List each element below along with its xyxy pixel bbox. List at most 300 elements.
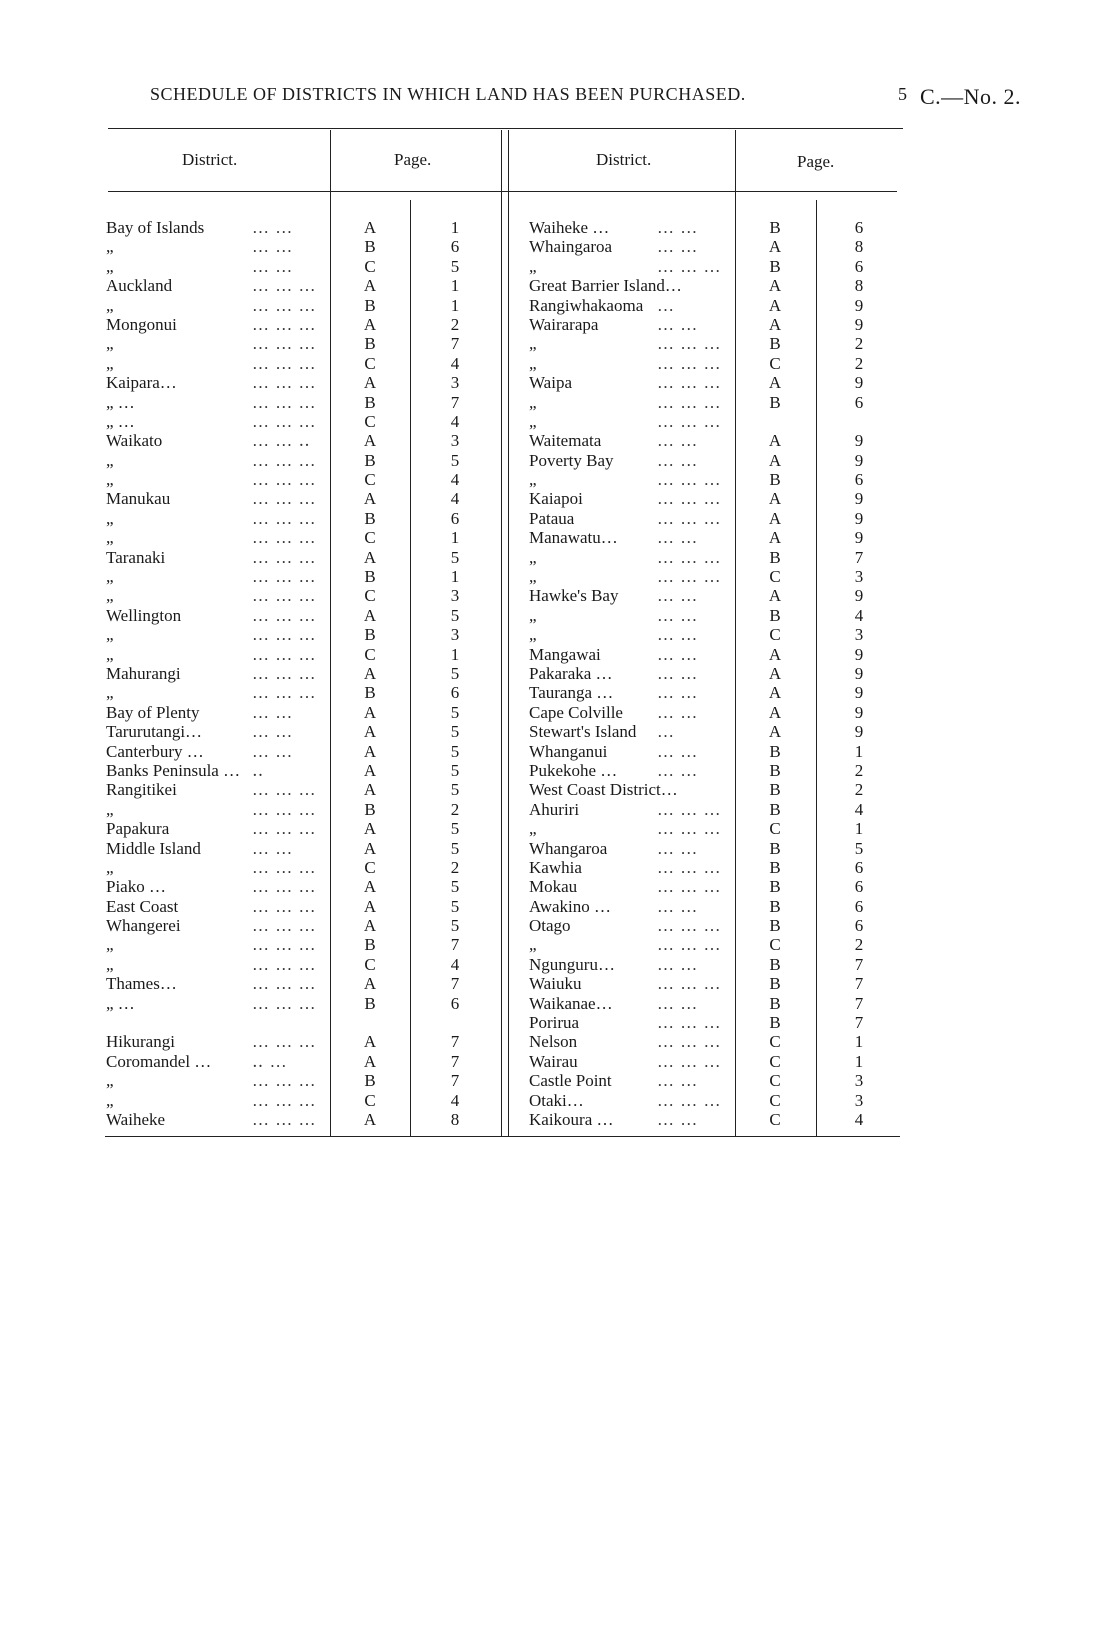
page-series-letter: C (769, 1090, 781, 1110)
page-series-letter: A (363, 760, 377, 780)
district-name: Pataua (529, 508, 575, 528)
page-number-cell: 3 (450, 586, 460, 606)
district-name: Waipa (529, 373, 572, 393)
page-series-letter: C (769, 1071, 781, 1091)
page-series-letter: B (769, 799, 781, 819)
page-number-cell: 1 (450, 528, 460, 548)
table-row (106, 897, 496, 916)
district-name: „ (106, 237, 114, 257)
district-name: Castle Point (529, 1071, 612, 1091)
district-name: Waiuku (529, 974, 582, 994)
district-name: „ (529, 935, 537, 955)
district-name: „ (106, 256, 114, 276)
page-series-letter: B (769, 218, 781, 237)
page-series-letter: C (364, 586, 376, 606)
page-series-letter: B (364, 1071, 376, 1091)
leader-dots: … … … (657, 974, 722, 994)
district-name: Bay of Islands (106, 218, 205, 237)
page-series-letter: C (364, 353, 376, 373)
page-series-letter: B (364, 392, 376, 412)
district-name: „ (106, 470, 114, 490)
leader-dots: … … … (657, 1013, 722, 1033)
district-name: Waiheke (106, 1109, 166, 1129)
page-series-letter: C (769, 625, 781, 645)
page-number-cell: 9 (854, 508, 864, 528)
page-number-cell: 1 (450, 218, 460, 237)
table-row (529, 373, 889, 392)
table-row (106, 935, 496, 954)
district-name: Bay of Plenty (106, 702, 200, 722)
page-number-cell: 3 (854, 625, 864, 645)
leader-dots: … … … (252, 1109, 317, 1129)
district-name: Pakaraka … (529, 663, 613, 683)
page-series-letter: C (364, 954, 376, 974)
district-name: „ … (106, 411, 135, 431)
table-row (529, 296, 889, 315)
district-name: Pukekohe … (529, 760, 618, 780)
center-rule-b (508, 130, 509, 1136)
district-name: Kaikoura … (529, 1109, 614, 1129)
page-number-cell: 9 (854, 373, 864, 393)
district-name: „ (106, 1090, 114, 1110)
page-series-letter: C (769, 935, 781, 955)
page-number-cell: 1 (450, 567, 460, 587)
page-series-letter: B (364, 237, 376, 257)
page-series-letter: B (769, 954, 781, 974)
district-name: „ (529, 470, 537, 490)
table-row (106, 470, 496, 489)
page-number-cell: 4 (854, 799, 864, 819)
page-number-cell: 9 (854, 431, 864, 451)
district-name: Wairarapa (529, 314, 599, 334)
leader-dots: … … … (252, 799, 317, 819)
leader-dots: … … … (657, 547, 722, 567)
page-number-cell: 5 (450, 450, 460, 470)
district-name: „ (106, 625, 114, 645)
leader-dots: … … (252, 722, 294, 742)
district-name: Whaingaroa (529, 237, 613, 257)
page-series-letter: B (769, 857, 781, 877)
table-row (529, 625, 889, 644)
page-number-cell: 5 (450, 780, 460, 800)
leader-dots: … … (657, 450, 699, 470)
district-name: Wairau (529, 1051, 578, 1071)
page-series-letter: A (768, 489, 782, 509)
district-name: Waikato (106, 431, 163, 451)
district-name: „ (529, 411, 537, 431)
district-name: „ (529, 567, 537, 587)
leader-dots: … … (657, 528, 699, 548)
district-name: Tarurutangi… (106, 722, 203, 742)
district-name: „ … (106, 392, 135, 412)
page-series-letter: A (363, 373, 377, 393)
table-row (529, 1052, 889, 1071)
leader-dots: … … (657, 218, 699, 237)
table-row (529, 276, 889, 295)
table-row (529, 354, 889, 373)
leader-dots: … … (657, 683, 699, 703)
district-name: Tauranga … (529, 683, 614, 703)
table-row (529, 955, 889, 974)
page-series-letter: C (769, 567, 781, 587)
district-name: „ (106, 1071, 114, 1091)
leader-dots: … … … (657, 508, 722, 528)
leader-dots: … … (657, 954, 699, 974)
leader-dots: … … … (252, 877, 317, 897)
leader-dots: … … … (657, 567, 722, 587)
leader-dots: … … (657, 431, 699, 451)
table-row (106, 567, 496, 586)
district-name: Cape Colville (529, 702, 623, 722)
leader-dots: … … … (252, 547, 317, 567)
page-series-letter: B (364, 799, 376, 819)
table-row (106, 1091, 496, 1110)
district-name: Great Barrier Island… (529, 276, 682, 296)
district-name: Rangiwhakaoma (529, 295, 644, 315)
leader-dots: … … (657, 314, 699, 334)
page-series-letter: C (364, 528, 376, 548)
leader-dots: … … … (252, 295, 317, 315)
district-name: Rangitikei (106, 780, 177, 800)
district-name: Waikanae… (529, 993, 613, 1013)
page-number-cell: 7 (450, 935, 460, 955)
leader-dots: … … … (657, 256, 722, 276)
table-row (529, 393, 889, 412)
table-row (529, 548, 889, 567)
right-district-header: District. (596, 150, 652, 169)
page-number-cell: 9 (854, 314, 864, 334)
left-district-header: District. (182, 150, 238, 169)
table-row (529, 218, 889, 237)
table-row (106, 373, 496, 392)
page-header (150, 84, 1050, 114)
table-row (529, 1110, 889, 1129)
page-number-cell: 2 (854, 353, 864, 373)
leader-dots: … … (657, 741, 699, 761)
page-number-cell: 5 (450, 702, 460, 722)
page-number-cell: 8 (854, 237, 864, 257)
table-row (529, 1091, 889, 1110)
table-row (529, 858, 889, 877)
page-number-cell: 5 (450, 256, 460, 276)
table-row (529, 897, 889, 916)
page-number-cell: 2 (854, 780, 864, 800)
table-row (106, 334, 496, 353)
page-series-letter: A (363, 722, 377, 742)
table-row (529, 839, 889, 858)
page-series-letter: A (768, 450, 782, 470)
top-rule (108, 128, 903, 129)
page-series-letter: B (364, 993, 376, 1013)
page-number-cell: 4 (450, 411, 460, 431)
district-name: Awakino … (529, 896, 612, 916)
district-name: „ (106, 450, 114, 470)
leader-dots: … … … (252, 625, 317, 645)
page-series-letter: B (769, 974, 781, 994)
district-name: „ (106, 508, 114, 528)
page-number: 5 (898, 84, 908, 104)
page-series-letter: A (363, 819, 377, 839)
page-number-cell: 5 (450, 916, 460, 936)
leader-dots: … … … (252, 353, 317, 373)
table-row (106, 315, 496, 334)
page-number-cell: 6 (854, 916, 864, 936)
page-series-letter: B (769, 334, 781, 354)
district-name: Banks Peninsula … (106, 760, 241, 780)
page-series-letter: B (769, 547, 781, 567)
district-name: „ (106, 567, 114, 587)
page-number-cell: 6 (854, 877, 864, 897)
leader-dots: … … (657, 1071, 699, 1091)
page-number-cell: 9 (854, 722, 864, 742)
page-number-cell: 1 (450, 295, 460, 315)
page-series-letter: C (364, 411, 376, 431)
table-row (106, 877, 496, 896)
leader-dots: … … (252, 218, 294, 237)
left-page-header: Page. (394, 150, 432, 169)
district-name: Ngunguru… (529, 954, 615, 974)
page-series-letter: A (768, 508, 782, 528)
page-series-letter: B (364, 935, 376, 955)
page-number-cell: 7 (450, 1071, 460, 1091)
district-name: Coromandel … (106, 1051, 212, 1071)
page-number-cell: 2 (450, 857, 460, 877)
leader-dots: … … … (657, 334, 722, 354)
leader-dots: … … … (252, 683, 317, 703)
table-row (106, 276, 496, 295)
page-series-letter: A (363, 276, 377, 296)
page-series-letter: B (769, 993, 781, 1013)
series-reference: C.—No. 2. (920, 84, 1022, 109)
table-row (106, 916, 496, 935)
page-series-letter: A (768, 586, 782, 606)
page-series-letter: C (364, 1090, 376, 1110)
leader-dots: … … (657, 644, 699, 664)
table-row (106, 703, 496, 722)
page-series-letter: A (363, 896, 377, 916)
page-series-letter: A (363, 1051, 377, 1071)
leader-dots: … … … (252, 954, 317, 974)
district-name: Mahurangi (106, 663, 181, 683)
table-row (106, 548, 496, 567)
table-row (106, 1071, 496, 1090)
leader-dots: … … … (252, 411, 317, 431)
district-name: Porirua (529, 1013, 580, 1033)
table-row (529, 334, 889, 353)
page-number-cell: 9 (854, 644, 864, 664)
district-name: Kaiapoi (529, 489, 583, 509)
district-name: Papakura (106, 819, 170, 839)
page-series-letter: C (364, 256, 376, 276)
leader-dots: … … … (657, 857, 722, 877)
district-name: „ (529, 605, 537, 625)
page-number-cell: 2 (854, 760, 864, 780)
table-row (106, 237, 496, 256)
leader-dots: … … (657, 625, 699, 645)
leader-dots: … … (252, 256, 294, 276)
page-series-letter: A (363, 489, 377, 509)
page-number-cell: 6 (450, 508, 460, 528)
leader-dots: … … … (657, 799, 722, 819)
page-number-cell: 7 (854, 954, 864, 974)
table-row (529, 877, 889, 896)
page-number-cell: 1 (854, 819, 864, 839)
table-row (106, 586, 496, 605)
right-district-list (529, 218, 889, 1129)
table-row (529, 489, 889, 508)
page-series-letter: B (769, 392, 781, 412)
page-number-cell: 5 (854, 838, 864, 858)
table-row (529, 451, 889, 470)
page-series-letter: A (768, 702, 782, 722)
leader-dots: … … (657, 586, 699, 606)
district-name: Mongonui (106, 314, 177, 334)
page-series-letter: C (769, 819, 781, 839)
leader-dots: ‥ … (252, 1051, 288, 1071)
leader-dots: … … … (657, 819, 722, 839)
district-name: „ (106, 857, 114, 877)
leader-dots: … … … (657, 916, 722, 936)
district-name: „ (529, 819, 537, 839)
table-row (529, 528, 889, 547)
page-series-letter: A (768, 644, 782, 664)
page-number-cell: 9 (854, 528, 864, 548)
page-number-cell: 6 (450, 683, 460, 703)
district-name: Whangaroa (529, 838, 608, 858)
page-series-letter: A (768, 431, 782, 451)
page-series-letter: C (364, 857, 376, 877)
district-name: Manawatu… (529, 528, 618, 548)
table-row (106, 780, 496, 799)
table-row (106, 994, 496, 1013)
page-number-cell: 9 (854, 295, 864, 315)
district-name: Otago (529, 916, 571, 936)
district-name: „ (106, 586, 114, 606)
leader-dots: … … … (252, 450, 317, 470)
leader-dots: … … … (252, 663, 317, 683)
page-number-cell: 6 (854, 392, 864, 412)
leader-dots: … … … (657, 411, 722, 431)
page-number-cell: 8 (450, 1109, 460, 1129)
leader-dots: … … … (657, 373, 722, 393)
page-series-letter: A (363, 741, 377, 761)
district-name: „ (106, 935, 114, 955)
page-series-letter: B (769, 1013, 781, 1033)
district-name: East Coast (106, 896, 179, 916)
leader-dots: … … (657, 702, 699, 722)
table-row (529, 431, 889, 450)
leader-dots: … … (657, 237, 699, 257)
page-series-letter: B (769, 916, 781, 936)
page-number-cell: 9 (854, 450, 864, 470)
leader-dots: … … … (252, 644, 317, 664)
table-row (106, 1110, 496, 1129)
page-series-letter: B (769, 741, 781, 761)
page-number-cell: 4 (450, 1090, 460, 1110)
page-series-letter: A (363, 1032, 377, 1052)
page-series-letter: A (768, 722, 782, 742)
page-number-cell: 5 (450, 605, 460, 625)
leader-dots: … … (252, 237, 294, 257)
page-series-letter: B (364, 567, 376, 587)
leader-dots: … … … (657, 489, 722, 509)
page-number-cell: 7 (854, 547, 864, 567)
table-row (106, 1013, 496, 1032)
page-number-cell: 7 (450, 1051, 460, 1071)
page-number-cell: 6 (854, 857, 864, 877)
leader-dots: … … … (252, 489, 317, 509)
table-row (529, 994, 889, 1013)
district-name: Auckland (106, 276, 173, 296)
leader-dots: … … … (252, 392, 317, 412)
leader-dots: … … (657, 605, 699, 625)
page-series-letter: B (769, 838, 781, 858)
table-row (106, 509, 496, 528)
page-series-letter: A (768, 295, 782, 315)
district-name: „ … (106, 993, 135, 1013)
leader-dots: … … (252, 838, 294, 858)
district-name: „ (106, 683, 114, 703)
district-name: Wellington (106, 605, 182, 625)
district-name: Whanganui (529, 741, 608, 761)
table-row (529, 315, 889, 334)
page-number-cell: 5 (450, 722, 460, 742)
table-row (529, 664, 889, 683)
district-name: Taranaki (106, 547, 166, 567)
page-series-letter: A (363, 916, 377, 936)
table-row (106, 218, 496, 237)
page-series-letter: C (364, 470, 376, 490)
page-number-cell: 1 (854, 1032, 864, 1052)
leader-dots: … … (657, 838, 699, 858)
page-number-cell: 4 (450, 489, 460, 509)
district-name: Kawhia (529, 857, 582, 877)
district-name: „ (529, 547, 537, 567)
leader-dots: … … (252, 741, 294, 761)
page-number-cell: 8 (854, 276, 864, 296)
center-rule-a (501, 130, 502, 1136)
table-row (106, 354, 496, 373)
page-number-cell: 3 (854, 567, 864, 587)
leader-dots: … … … (252, 993, 317, 1013)
leader-dots: … … … (657, 392, 722, 412)
page-number-cell: 9 (854, 586, 864, 606)
page-series-letter: B (364, 683, 376, 703)
page-series-letter: B (769, 896, 781, 916)
leader-dots: … (657, 295, 675, 315)
page-series-letter: C (769, 1032, 781, 1052)
leader-dots: … … (252, 702, 294, 722)
district-name: Mangawai (529, 644, 601, 664)
table-row (106, 412, 496, 431)
table-row (106, 645, 496, 664)
header-rule (108, 191, 897, 192)
leader-dots: … … … (252, 314, 317, 334)
district-name: Poverty Bay (529, 450, 614, 470)
table-row (529, 586, 889, 605)
leader-dots: … … … (252, 528, 317, 548)
page-number-cell: 9 (854, 663, 864, 683)
page-number-cell: 6 (854, 896, 864, 916)
page-number-cell: 1 (450, 276, 460, 296)
leader-dots: … … … (252, 567, 317, 587)
table-row (529, 645, 889, 664)
leader-dots: … … (657, 993, 699, 1013)
table-row (106, 722, 496, 741)
page-number-cell: 6 (854, 256, 864, 276)
page-series-letter: A (768, 663, 782, 683)
district-name: „ (106, 644, 114, 664)
